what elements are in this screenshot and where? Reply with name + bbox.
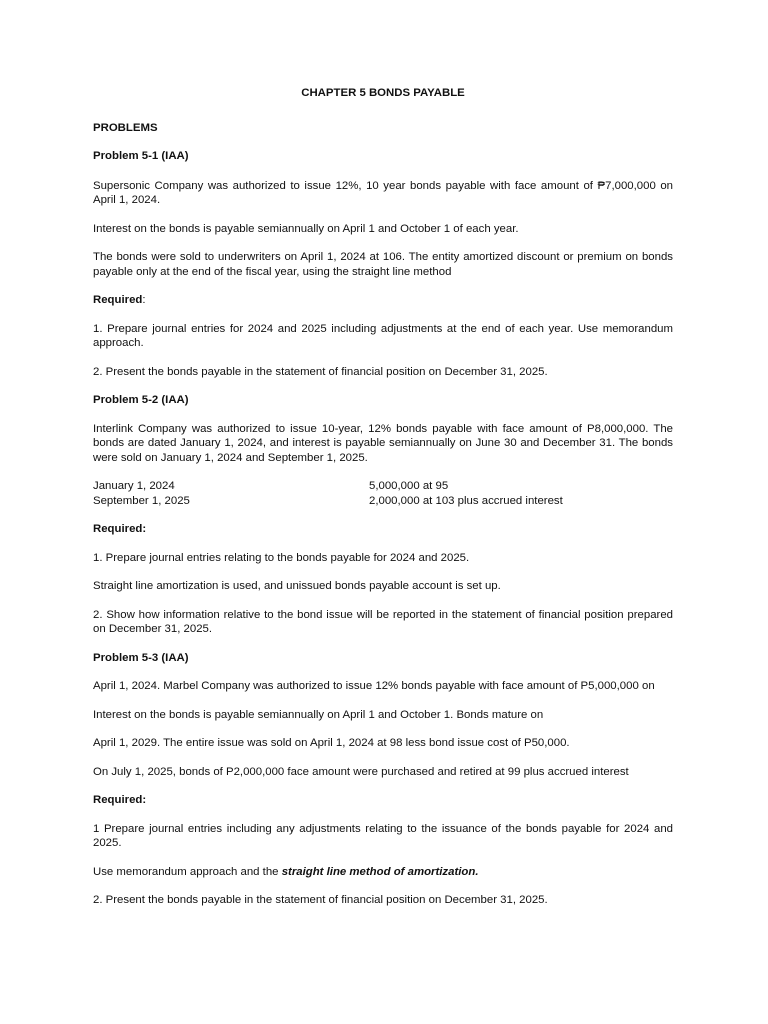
problem-5-3-para-3: April 1, 2029. The entire issue was sold on April 1, 2024 at 98 less bond issue cost of P50,000. [93, 737, 570, 749]
chapter-title: CHAPTER 5 BONDS PAYABLE [301, 87, 465, 99]
problem-5-2-req-2: 2. Show how information relative to the bond issue will be reported in the statement of financial position prepared on December 31, 2025. [93, 608, 673, 635]
problem-5-3-para-2: Interest on the bonds is payable semiannually on April 1 and October 1. Bonds mature on [93, 708, 544, 721]
problem-5-1-req-1: 1. Prepare journal entries for 2024 and 2025 including adjustments at the end of each year. Use memorandum approach. [93, 322, 673, 349]
problem-5-2-note: Straight line amortization is used, and unissued bonds payable account is set up. [93, 580, 501, 592]
problem-5-3-note [93, 865, 673, 880]
problem-5-3-req-2: 2. Present the bonds payable in the statement of financial position on December 31, 2025. [93, 894, 548, 906]
problem-5-1-required [93, 293, 673, 308]
problem-5-2-req-1: 1. Prepare journal entries relating to the bonds payable for 2024 and 2025. [93, 551, 470, 564]
document-body [93, 86, 673, 908]
sales-row [93, 479, 673, 494]
problem-5-3-heading: Problem 5-3 (IAA) [93, 651, 189, 664]
problem-5-1-para-1: Supersonic Company was authorized to issue 12%, 10 year bonds payable with face amount of ₱7,000,000 on April 1, 2024. [93, 179, 673, 206]
problem-5-3-req-1: 1 Prepare journal entries including any adjustments relating to the issuance of the bonds payable for 2024 and 2025. [93, 822, 673, 849]
sale-detail: 5,000,000 at 95 [369, 480, 449, 492]
sale-detail: 2,000,000 at 103 plus accrued interest [369, 494, 563, 507]
required-label: Required [93, 294, 143, 306]
problem-5-2-required: Required: [93, 523, 147, 535]
sale-date: January 1, 2024 [93, 480, 175, 492]
note-emphasis: straight line method of amortization. [281, 865, 479, 878]
problems-heading: PROBLEMS [93, 121, 158, 134]
problem-5-1-req-2: 2. Present the bonds payable in the statement of financial position on December 31, 2025. [93, 365, 548, 378]
problem-5-3-required: Required: [93, 794, 147, 806]
problem-5-1-heading: Problem 5-1 (IAA) [93, 150, 189, 162]
problem-5-3-para-1: April 1, 2024. Marbel Company was authorized to issue 12% bonds payable with face amount of P5,000,000 on [93, 680, 655, 692]
problem-5-1-para-2: Interest on the bonds is payable semiannually on April 1 and October 1 of each year. [93, 222, 519, 235]
problem-5-1-para-3: The bonds were sold to underwriters on April 1, 2024 at 106. The entity amortized discount or premium on bonds payable only at the end of the fiscal year, using the straight line method [93, 251, 673, 278]
required-colon: : [142, 294, 146, 306]
problem-5-2-heading: Problem 5-2 (IAA) [93, 394, 189, 406]
sale-date: September 1, 2025 [93, 494, 190, 507]
problem-5-3-para-4: On July 1, 2025, bonds of P2,000,000 face amount were purchased and retired at 99 plus accrued interest [93, 765, 629, 778]
sales-row [93, 494, 673, 509]
problem-5-2-para-1: Interlink Company was authorized to issue 10-year, 12% bonds payable with face amount of P8,000,000. The bonds are dated January 1, 2024, and interest is payable semiannually on June 30 and December 31. The bonds were sold on January 1, 2024 and September 1, 2025. [93, 422, 673, 464]
sales-schedule [93, 479, 673, 508]
note-prefix: Use memorandum approach and the [93, 865, 282, 878]
